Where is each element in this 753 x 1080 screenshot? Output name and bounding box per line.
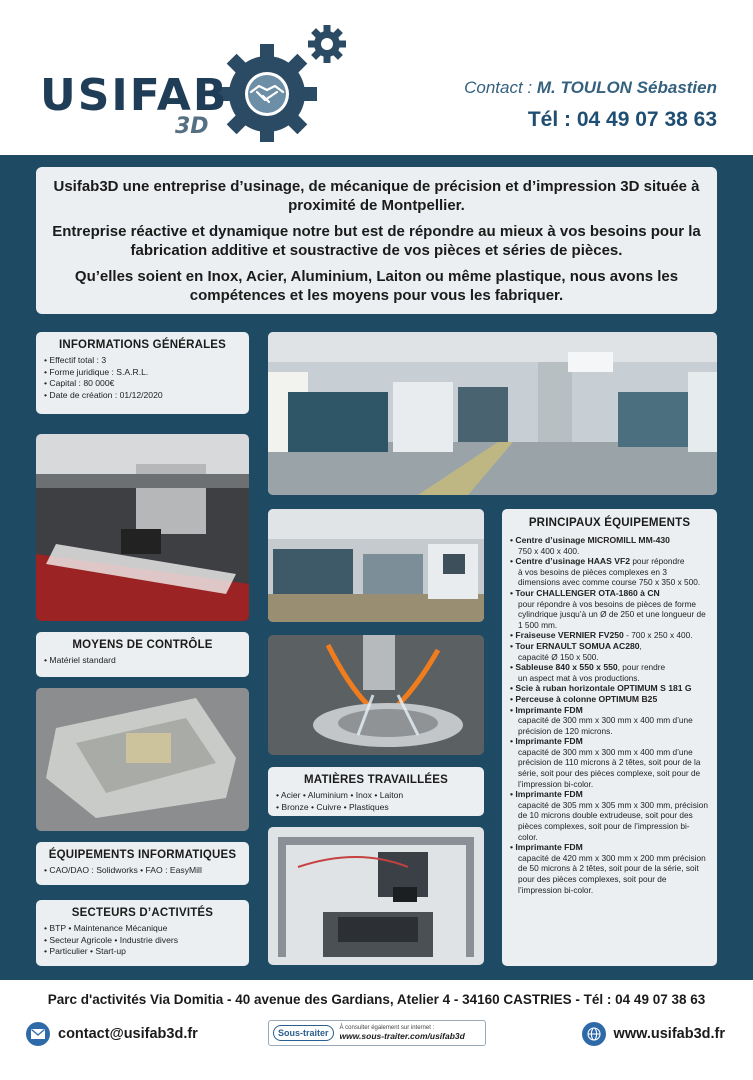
equipment-name: • Tour ERNAULT SOMUA AC280 [510, 641, 640, 651]
equipment-name: • Sableuse 840 x 550 x 550 [510, 662, 618, 672]
intro-paragraph-3: Qu’elles soient en Inox, Acier, Aluminium, Laiton ou même plastique, nous avons les compétences et les moyens pour vous les fabriquer. [74, 268, 679, 304]
matieres-title: MATIÈRES TRAVAILLÉES [304, 774, 448, 786]
mail-icon [26, 1022, 50, 1046]
equipment-item [510, 736, 709, 789]
secteurs-line: • Particulier • Start-up [44, 946, 126, 956]
equipment-item [510, 556, 709, 588]
equipements-box [502, 509, 717, 966]
equipment-item [510, 662, 709, 683]
equipment-desc: 750 x 400 x 400. [518, 545, 580, 556]
equipment-item [510, 842, 709, 895]
info-box [36, 332, 249, 414]
website-link[interactable] [582, 1022, 725, 1046]
intro-paragraph-2: Entreprise réactive et dynamique notre but est de répondre au mieux à vos besoins pour la fabrication additive et soustractive de vos pièces et séries de pièces. [52, 223, 701, 259]
equipment-desc: capacité de 420 mm x 300 mm x 200 mm précision de 50 microns à 2 têtes, soit pour de la série, soit pour des pièces complexes, soit pour de l’impression bi-color. [518, 852, 706, 895]
equipements-title: PRINCIPAUX ÉQUIPEMENTS [528, 517, 691, 529]
website-text: www.usifab3d.fr [613, 1026, 725, 1042]
info-title: INFORMATIONS GÉNÉRALES [58, 339, 227, 351]
equipment-name: • Imprimante FDM [510, 736, 583, 746]
equipment-item [510, 588, 709, 630]
email-text: contact@usifab3d.fr [58, 1026, 198, 1042]
lathe-photo [268, 509, 484, 622]
informatique-title: ÉQUIPEMENTS INFORMATIQUES [48, 849, 237, 861]
info-item: • Date de création : 01/12/2020 [44, 390, 241, 402]
equipment-name: • Fraiseuse VERNIER FV250 [510, 630, 624, 640]
equipment-name: • Scie à ruban horizontale OPTIMUM S 181 G [510, 683, 692, 693]
equipment-desc: capacité de 300 mm x 300 mm x 400 mm d’une précision de 110 microns à 2 têtes, soit pour de la série, soit pour des pièces complexe, soit pour de l’impression bi-color. [518, 746, 701, 789]
equipment-name: • Centre d’usinage MICROMILL MM-430 [510, 535, 670, 545]
controle-title: MOYENS DE CONTRÔLE [72, 639, 213, 651]
contact-name: M. TOULON Sébastien [536, 78, 717, 97]
header-phone[interactable]: Tél : 04 49 07 38 63 [527, 108, 717, 131]
equipment-inline: , [639, 640, 642, 651]
intro-panel [36, 167, 717, 314]
equipment-item [510, 683, 709, 694]
equipment-desc: à vos besoins de pièces complexes en 3 dimensions avec comme course 750 x 350 x 500. [518, 566, 701, 588]
info-item: • Effectif total : 3 [44, 355, 241, 367]
globe-icon [582, 1022, 606, 1046]
controle-box [36, 632, 249, 677]
matieres-line: • Acier • Aluminium • Inox • Laiton [276, 790, 404, 800]
equipment-inline: - 700 x 250 x 400. [623, 630, 693, 641]
email-link[interactable] [26, 1022, 198, 1046]
info-list [44, 355, 241, 401]
informatique-line: • CAO/DAO : Solidworks • FAO : EasyMill [44, 865, 202, 875]
machined-part-photo [36, 688, 249, 831]
controle-list [44, 655, 241, 667]
matieres-line: • Bronze • Cuivre • Plastiques [276, 801, 389, 812]
equipment-item [510, 535, 709, 556]
sous-traiter-logo: Sous-traiter [273, 1025, 334, 1041]
footer-address: Parc d'activités Via Domitia - 40 avenue des Gardians, Atelier 4 - 34160 CASTRIES - Tél : 04 49 07 38 63 [47, 992, 706, 1007]
info-item: • Capital : 80 000€ [44, 378, 241, 390]
logo-wordmark: USIFAB [40, 70, 229, 121]
equipment-desc: pour répondre à vos besoins de pièces de forme cylindrique jusqu’à un Ø de 250 et une longueur de 1 500 mm. [518, 598, 706, 630]
usifab-logo[interactable] [40, 22, 320, 142]
controle-item: • Matériel standard [44, 655, 241, 667]
contact-label: Contact : [464, 78, 537, 97]
secteurs-line: • BTP • Maintenance Mécanique [44, 923, 168, 933]
equipment-name: • Tour CHALLENGER OTA-1860 à CN [510, 588, 660, 598]
equipment-item [510, 789, 709, 842]
logo-3d: 3D [175, 114, 209, 139]
sous-traiter-badge[interactable] [268, 1020, 486, 1046]
equipment-item [510, 705, 709, 737]
printer-photo [36, 434, 249, 621]
secteurs-title: SECTEURS D’ACTIVITÉS [71, 907, 214, 919]
equipment-desc: capacité Ø 150 x 500. [518, 651, 599, 662]
equipment-item [510, 630, 709, 641]
secteurs-line: • Secteur Agricole • Industrie divers [44, 934, 179, 945]
equipment-name: • Imprimante FDM [510, 705, 583, 715]
equipment-name: • Imprimante FDM [510, 789, 583, 799]
matieres-box [268, 767, 484, 816]
info-item: • Forme juridique : S.A.R.L. [44, 367, 241, 379]
equipment-desc: capacité de 305 mm x 305 mm x 300 mm, précision de 10 microns double extrudeuse, soit pour des pièces complexes, soit pour de l’impression bi-color. [518, 799, 708, 842]
main-section [0, 155, 753, 980]
equipements-list [510, 535, 709, 895]
fdm-printer-photo [268, 827, 484, 965]
sous-traiter-url: www.sous-traiter.com/usifab3d [339, 1031, 465, 1041]
equipment-desc: un aspect mat à vos productions. [518, 672, 640, 683]
informatique-box [36, 842, 249, 885]
header [0, 0, 753, 155]
contact-line [464, 78, 717, 98]
footer [0, 980, 753, 1080]
equipment-inline: , pour rendre [617, 662, 666, 673]
equipment-item [510, 641, 709, 662]
intro-paragraph-1: Usifab3D une entreprise d’usinage, de mécanique de précision et d’impression 3D située à proximité de Montpellier. [53, 178, 700, 214]
equipment-name: • Centre d’usinage HAAS VF2 [510, 556, 630, 566]
equipment-item [510, 694, 709, 705]
equipment-desc: capacité de 300 mm x 300 mm x 400 mm d’une précision de 120 microns. [518, 715, 693, 736]
secteurs-box [36, 900, 249, 966]
milling-photo [268, 635, 484, 755]
sous-traiter-caption: À consulter également sur internet : [339, 1025, 435, 1031]
equipment-name: • Imprimante FDM [510, 842, 583, 852]
workshop-photo [268, 332, 717, 495]
equipment-inline: pour répondre [630, 556, 685, 567]
equipment-name: • Perceuse à colonne OPTIMUM B25 [510, 694, 657, 704]
